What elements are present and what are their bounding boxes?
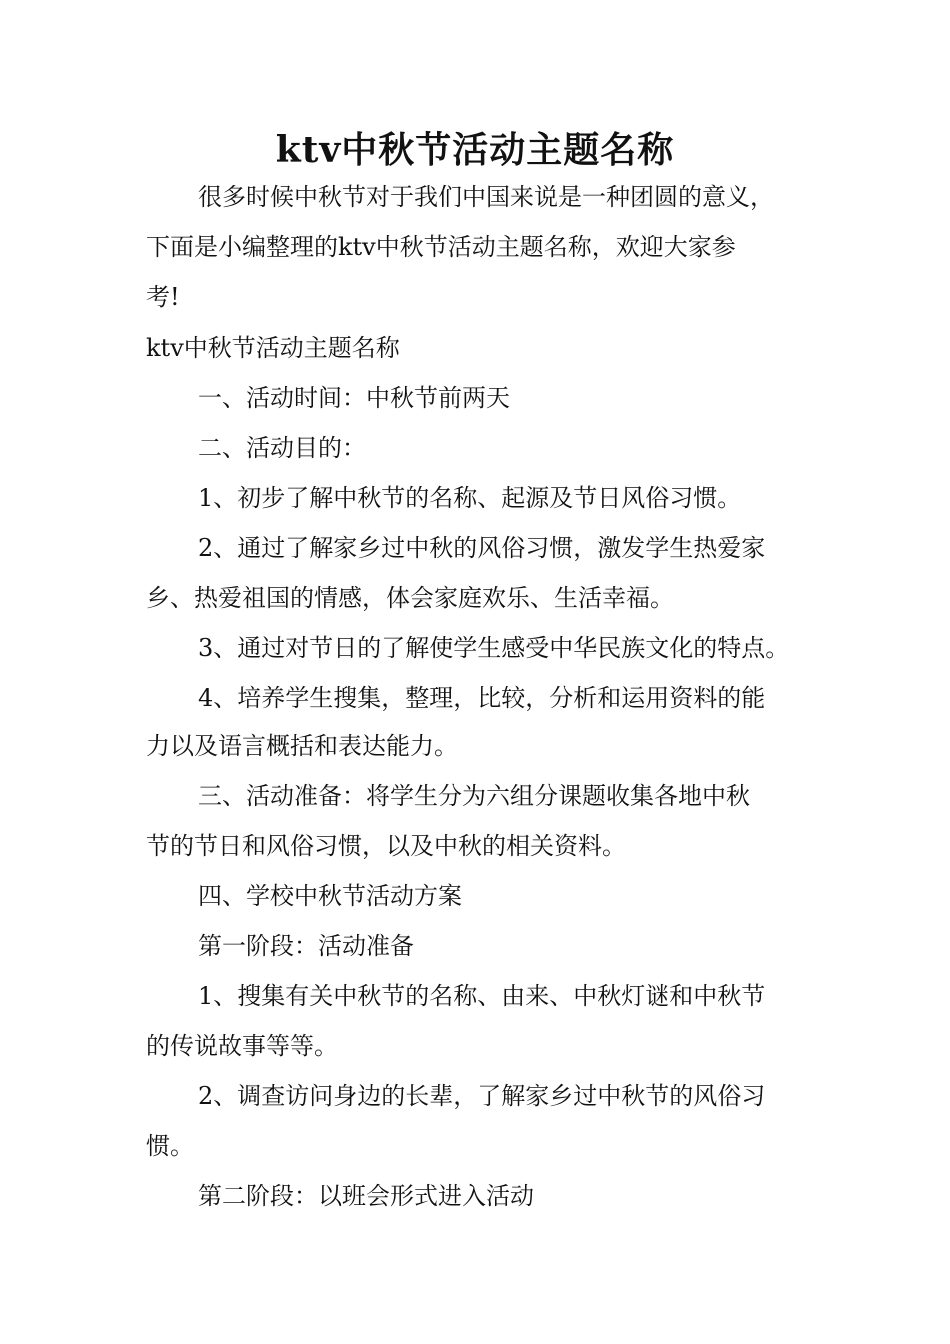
paragraph-line: 节的节日和风俗习惯，以及中秋的相关资料。 <box>146 832 626 860</box>
paragraph-line: 2、调查访问身边的长辈，了解家乡过中秋节的风俗习 <box>198 1082 766 1110</box>
paragraph-line: 四、学校中秋节活动方案 <box>198 882 462 910</box>
paragraph-line: 4、培养学生搜集，整理，比较，分析和运用资料的能 <box>198 684 766 712</box>
paragraph-line: 1、初步了解中秋节的名称、起源及节日风俗习惯。 <box>198 484 742 512</box>
paragraph-line: 第二阶段：以班会形式进入活动 <box>198 1182 534 1210</box>
paragraph-line: 的传说故事等等。 <box>146 1032 338 1060</box>
paragraph-line: 2、通过了解家乡过中秋的风俗习惯，激发学生热爱家 <box>198 534 766 562</box>
paragraph-line: 很多时候中秋节对于我们中国来说是一种团圆的意义， <box>198 183 774 211</box>
document-title: ktv中秋节活动主题名称 <box>275 129 675 171</box>
paragraph-line: 力以及语言概括和表达能力。 <box>146 732 458 760</box>
section-heading: ktv中秋节活动主题名称 <box>146 334 400 362</box>
paragraph-line: 惯。 <box>146 1132 194 1160</box>
paragraph-line: 1、搜集有关中秋节的名称、由来、中秋灯谜和中秋节 <box>198 982 766 1010</box>
paragraph-line: 一、活动时间：中秋节前两天 <box>198 384 510 412</box>
paragraph-line: 3、通过对节日的了解使学生感受中华民族文化的特点。 <box>198 634 790 662</box>
paragraph-line: 乡、热爱祖国的情感，体会家庭欢乐、生活幸福。 <box>146 584 674 612</box>
paragraph-line: 第一阶段：活动准备 <box>198 932 414 960</box>
paragraph-line: 二、活动目的： <box>198 434 366 462</box>
paragraph-line: 考! <box>146 283 180 311</box>
paragraph-line: 下面是小编整理的ktv中秋节活动主题名称，欢迎大家参 <box>146 233 736 261</box>
paragraph-line: 三、活动准备：将学生分为六组分课题收集各地中秋 <box>198 782 750 810</box>
